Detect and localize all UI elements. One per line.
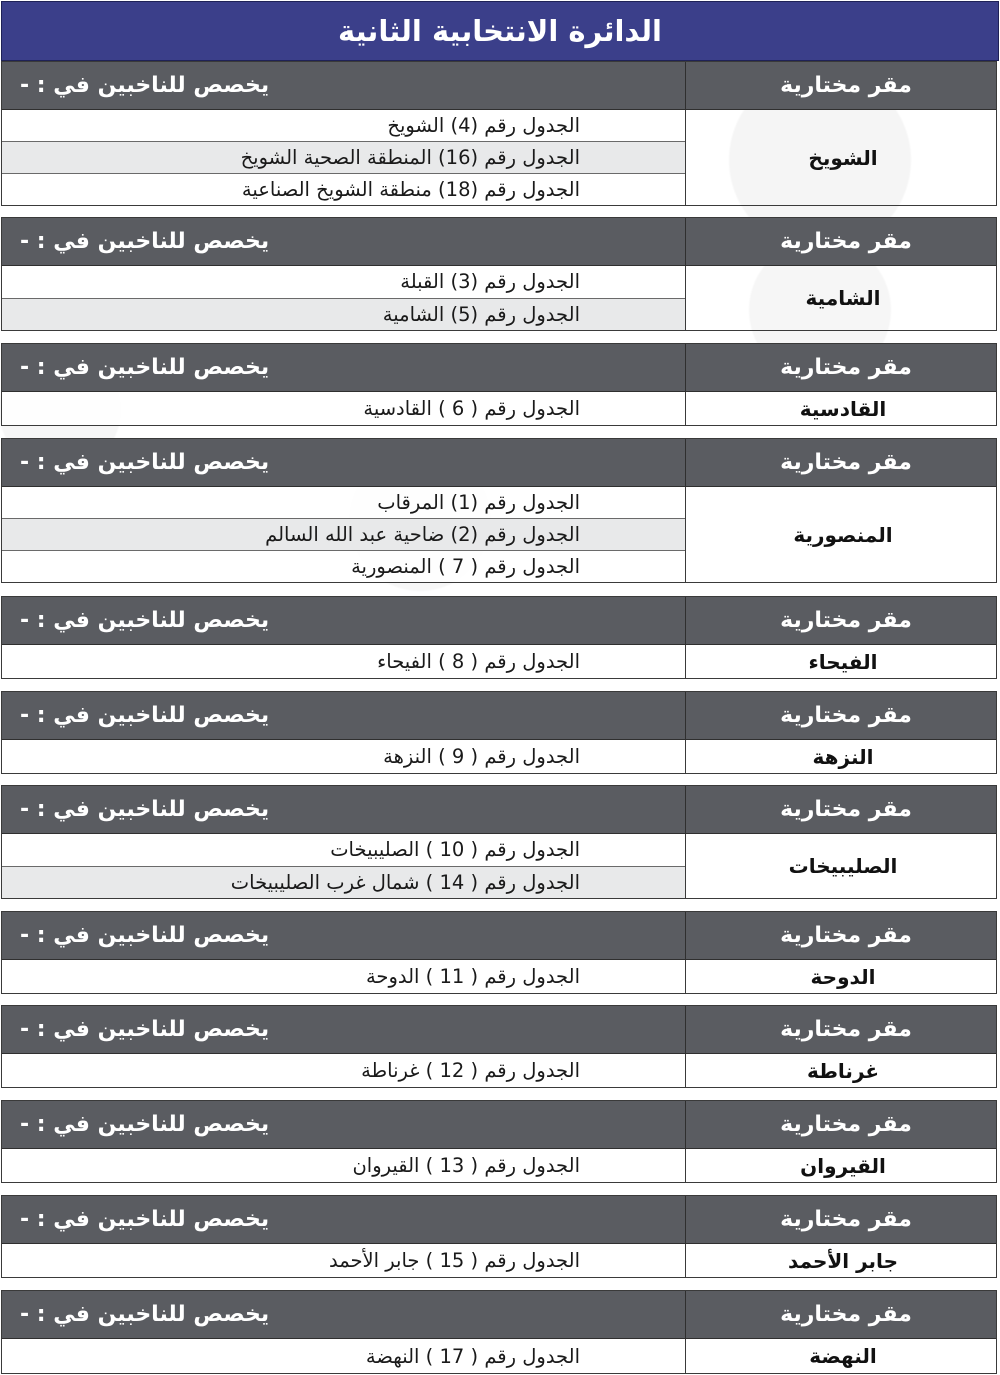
area-name: جابر الأحمد (685, 1244, 996, 1277)
table-list (2, 740, 685, 773)
block-header (2, 692, 996, 740)
area-name: الشويخ (685, 110, 996, 205)
voters-label: يخصص للناخبين في : - (20, 608, 270, 633)
voters-label-cell (2, 786, 685, 833)
table-row: الجدول رقم ( 12 ) غرناطة (2, 1054, 685, 1087)
table-list (2, 1149, 685, 1182)
voters-label-cell (2, 912, 685, 959)
block-header (2, 218, 996, 266)
table-row: الجدول رقم (16) المنطقة الصحية الشويخ (2, 141, 685, 173)
seat-label: مقر مختارية (685, 344, 996, 391)
title-banner (1, 1, 999, 61)
table-row: الجدول رقم ( 13 ) القيروان (2, 1149, 685, 1182)
table-row: الجدول رقم (3) القبلة (2, 266, 685, 298)
block-header (2, 912, 996, 960)
seat-label: مقر مختارية (685, 597, 996, 644)
area-name: الشامية (685, 266, 996, 330)
voters-label: يخصص للناخبين في : - (20, 73, 270, 98)
area-name: المنصورية (685, 487, 996, 582)
seat-label: مقر مختارية (685, 62, 996, 109)
seat-label: مقر مختارية (685, 692, 996, 739)
voters-label-cell (2, 218, 685, 265)
table-list (2, 110, 685, 205)
table-row: الجدول رقم (4) الشويخ (2, 110, 685, 141)
voters-label: يخصص للناخبين في : - (20, 1112, 270, 1137)
area-name: النزهة (685, 740, 996, 773)
block-body (2, 1339, 996, 1373)
block-body (2, 266, 996, 330)
block-header (2, 1291, 996, 1339)
table-list (2, 266, 685, 330)
table-row: الجدول رقم (1) المرقاب (2, 487, 685, 518)
table-row: الجدول رقم ( 14 ) شمال غرب الصليبيخات (2, 866, 685, 899)
table-row: الجدول رقم ( 17 ) النهضة (2, 1339, 685, 1373)
seat-label: مقر مختارية (685, 1196, 996, 1243)
block-header (2, 1101, 996, 1149)
table-row: الجدول رقم ( 7 ) المنصورية (2, 550, 685, 582)
area-name: النهضة (685, 1339, 996, 1373)
area-name: غرناطة (685, 1054, 996, 1087)
block-body (2, 740, 996, 773)
table-list (2, 487, 685, 582)
block-header (2, 62, 996, 110)
district-block (1, 438, 997, 583)
seat-label: مقر مختارية (685, 1006, 996, 1053)
voters-label-cell (2, 597, 685, 644)
voters-label-cell (2, 692, 685, 739)
block-body (2, 392, 996, 425)
block-body (2, 487, 996, 582)
district-block (1, 217, 997, 331)
area-name: الصليبيخات (685, 834, 996, 898)
voters-label-cell (2, 344, 685, 391)
table-list (2, 1339, 685, 1373)
block-body (2, 1244, 996, 1277)
voters-label: يخصص للناخبين في : - (20, 1207, 270, 1232)
table-row: الجدول رقم ( 15 ) جابر الأحمد (2, 1244, 685, 1277)
district-block (1, 1290, 997, 1374)
district-block (1, 785, 997, 899)
seat-label: مقر مختارية (685, 218, 996, 265)
voters-label-cell (2, 62, 685, 109)
voters-label-cell (2, 1291, 685, 1338)
district-block (1, 1100, 997, 1183)
voters-label-cell (2, 1196, 685, 1243)
table-list (2, 960, 685, 993)
voters-label: يخصص للناخبين في : - (20, 355, 270, 380)
voters-label: يخصص للناخبين في : - (20, 1017, 270, 1042)
district-block (1, 1195, 997, 1278)
district-block (1, 343, 997, 426)
table-row: الجدول رقم (5) الشامية (2, 298, 685, 331)
district-block (1, 691, 997, 774)
block-body (2, 1054, 996, 1087)
table-row: الجدول رقم (2) ضاحية عبد الله السالم (2, 518, 685, 550)
table-row: الجدول رقم ( 8 ) الفيحاء (2, 645, 685, 678)
voters-label: يخصص للناخبين في : - (20, 797, 270, 822)
table-row: الجدول رقم ( 11 ) الدوحة (2, 960, 685, 993)
voters-label: يخصص للناخبين في : - (20, 229, 270, 254)
block-body (2, 960, 996, 993)
voters-label: يخصص للناخبين في : - (20, 1302, 270, 1327)
district-block (1, 911, 997, 994)
voters-label: يخصص للناخبين في : - (20, 450, 270, 475)
block-header (2, 1006, 996, 1054)
area-name: الدوحة (685, 960, 996, 993)
block-body (2, 110, 996, 205)
table-row: الجدول رقم ( 6 ) القادسية (2, 392, 685, 425)
table-list (2, 834, 685, 898)
block-header (2, 786, 996, 834)
table-list (2, 392, 685, 425)
page-title: الدائرة الانتخابية الثانية (338, 14, 662, 48)
district-block (1, 1005, 997, 1088)
table-row: الجدول رقم ( 10 ) الصليبيخات (2, 834, 685, 866)
area-name: القيروان (685, 1149, 996, 1182)
seat-label: مقر مختارية (685, 1291, 996, 1338)
block-header (2, 597, 996, 645)
seat-label: مقر مختارية (685, 786, 996, 833)
block-header (2, 439, 996, 487)
seat-label: مقر مختارية (685, 1101, 996, 1148)
district-block (1, 61, 997, 206)
block-body (2, 1149, 996, 1182)
seat-label: مقر مختارية (685, 439, 996, 486)
block-header (2, 1196, 996, 1244)
voters-label: يخصص للناخبين في : - (20, 703, 270, 728)
block-header (2, 344, 996, 392)
area-name: الفيحاء (685, 645, 996, 678)
table-list (2, 1054, 685, 1087)
table-row: الجدول رقم (18) منطقة الشويخ الصناعية (2, 173, 685, 205)
table-list (2, 645, 685, 678)
voters-label-cell (2, 439, 685, 486)
table-list (2, 1244, 685, 1277)
voters-label-cell (2, 1101, 685, 1148)
block-body (2, 645, 996, 678)
area-name: القادسية (685, 392, 996, 425)
table-row: الجدول رقم ( 9 ) النزهة (2, 740, 685, 773)
seat-label: مقر مختارية (685, 912, 996, 959)
district-block (1, 596, 997, 679)
voters-label-cell (2, 1006, 685, 1053)
voters-label: يخصص للناخبين في : - (20, 923, 270, 948)
block-body (2, 834, 996, 898)
